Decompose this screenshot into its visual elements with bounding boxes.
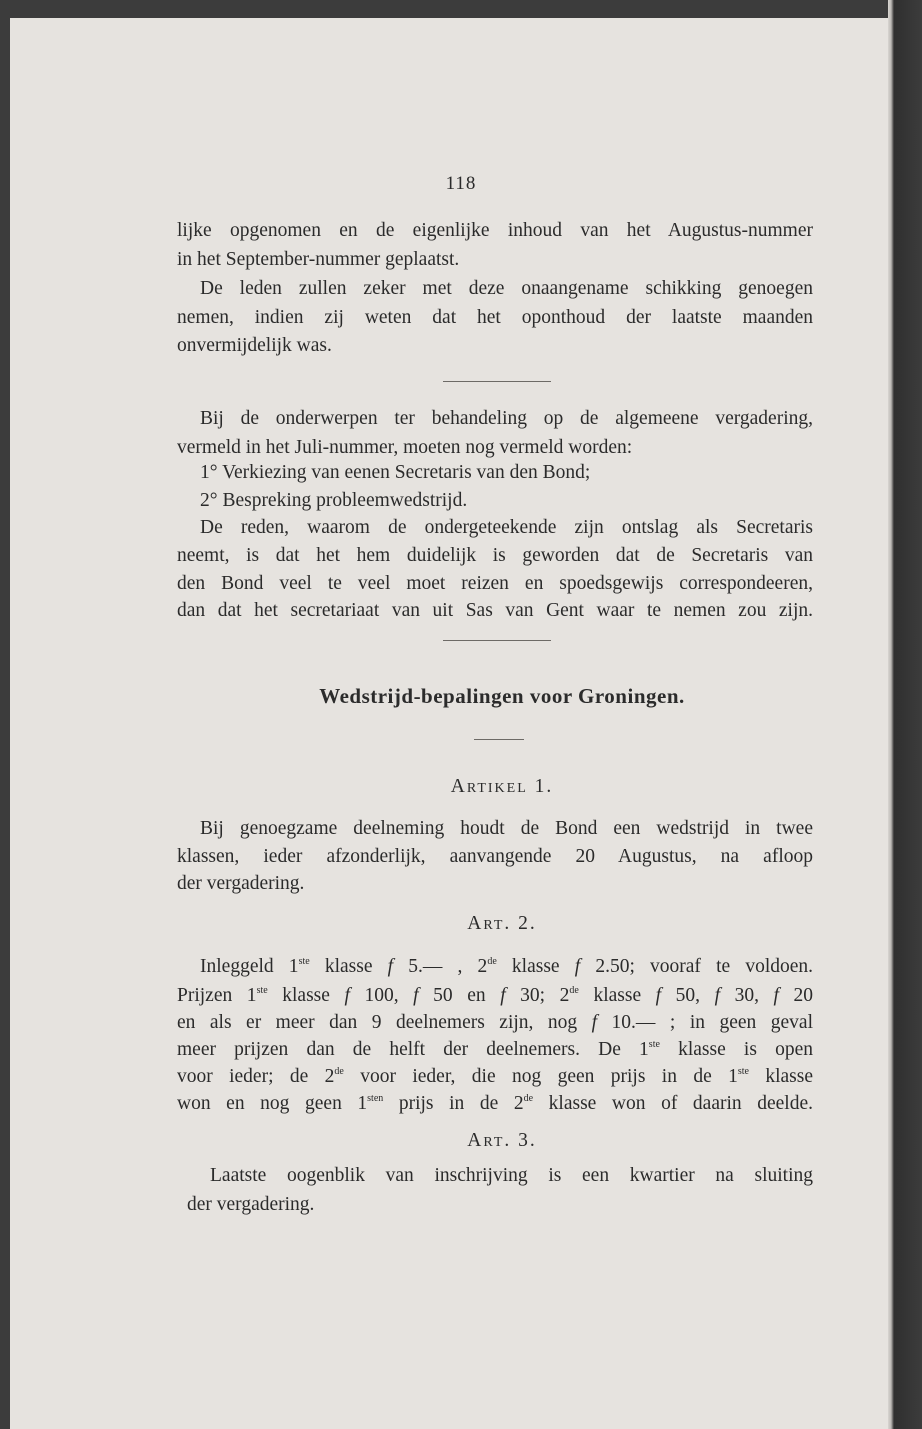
p1-line-1: lijke opgenomen en de eigenlijke inhoud van het Augustus-nummer (177, 220, 813, 241)
p1-line-3: De leden zullen zeker met deze onaangename schikking genoegen (200, 278, 813, 299)
p2-line-8: dan dat het secretariaat van uit Sas van Gent waar te nemen zou zijn. (177, 600, 813, 621)
p2-line-5: De reden, waarom de ondergeteekende zijn ontslag als Secretaris (200, 517, 813, 538)
article-1-title: Artikel 1. (450, 776, 554, 797)
p1-line-5: onvermijdelijk was. (177, 335, 332, 356)
p1-line-2: in het September-nummer geplaatst. (177, 249, 460, 270)
p2-line-7: den Bond veel te veel moet reizen en spoedsgewijs correspondeeren, (177, 573, 813, 594)
page-edge (888, 0, 922, 1429)
art1-line-2: klassen, ieder afzonderlijk, aanvangende 20 Augustus, na afloop (177, 846, 813, 867)
art1-line-3: der vergadering. (177, 873, 305, 894)
p2-line-2: vermeld in het Juli-nummer, moeten nog vermeld worden: (177, 437, 633, 458)
separator-rule (443, 381, 551, 382)
art2-line-2: Prijzen 1ste klasse f 100, f 50 en f 30; 2de klasse f 50, f 30, f 20 (177, 985, 814, 1006)
separator-rule (474, 739, 524, 740)
section-heading: Wedstrijd-bepalingen voor Groningen. (319, 684, 685, 708)
p1-line-4: nemen, indien zij weten dat het oponthoud der laatste maanden (177, 307, 813, 328)
p2-line-6: neemt, is dat het hem duidelijk is geworden dat de Secretaris van (177, 545, 813, 566)
p2-item-1 (200, 460, 836, 486)
item-number: 2° (200, 490, 218, 511)
article-2-title: Art. 2. (467, 913, 537, 934)
art2-line-5: voor ieder; de 2de voor ieder, die nog geen prijs in de 1ste klasse (177, 1066, 814, 1087)
art2-line-3: en als er meer dan 9 deelnemers zijn, nog f 10.— ; in geen geval (177, 1012, 813, 1033)
item-text: Bespreking probleemwedstrijd. (222, 490, 468, 511)
page-number: 118 (445, 173, 477, 194)
item-number: 1° (200, 462, 218, 483)
p2-line-1: Bij de onderwerpen ter behandeling op de algemeene vergadering, (200, 408, 813, 429)
art1-line-1: Bij genoegzame deelneming houdt de Bond een wedstrijd in twee (200, 818, 813, 839)
p2-item-2 (200, 488, 836, 514)
art3-line-2: der vergadering. (187, 1194, 315, 1215)
article-3-title: Art. 3. (467, 1130, 537, 1151)
art2-line-1: Inleggeld 1ste klasse f 5.— , 2de klasse f 2.50; vooraf te voldoen. (200, 956, 814, 977)
item-text: Verkiezing van eenen Secretaris van den Bond; (222, 462, 591, 483)
separator-rule (443, 640, 551, 641)
art3-line-1: Laatste oogenblik van inschrijving is een kwartier na sluiting (210, 1165, 813, 1186)
art2-line-6: won en nog geen $1^{sten}$ prijs in de 2de klasse won of daarin deelde. (177, 1093, 813, 1114)
art2-line-4: meer prijzen dan de helft der deelnemers. De 1ste klasse is open (177, 1039, 813, 1060)
